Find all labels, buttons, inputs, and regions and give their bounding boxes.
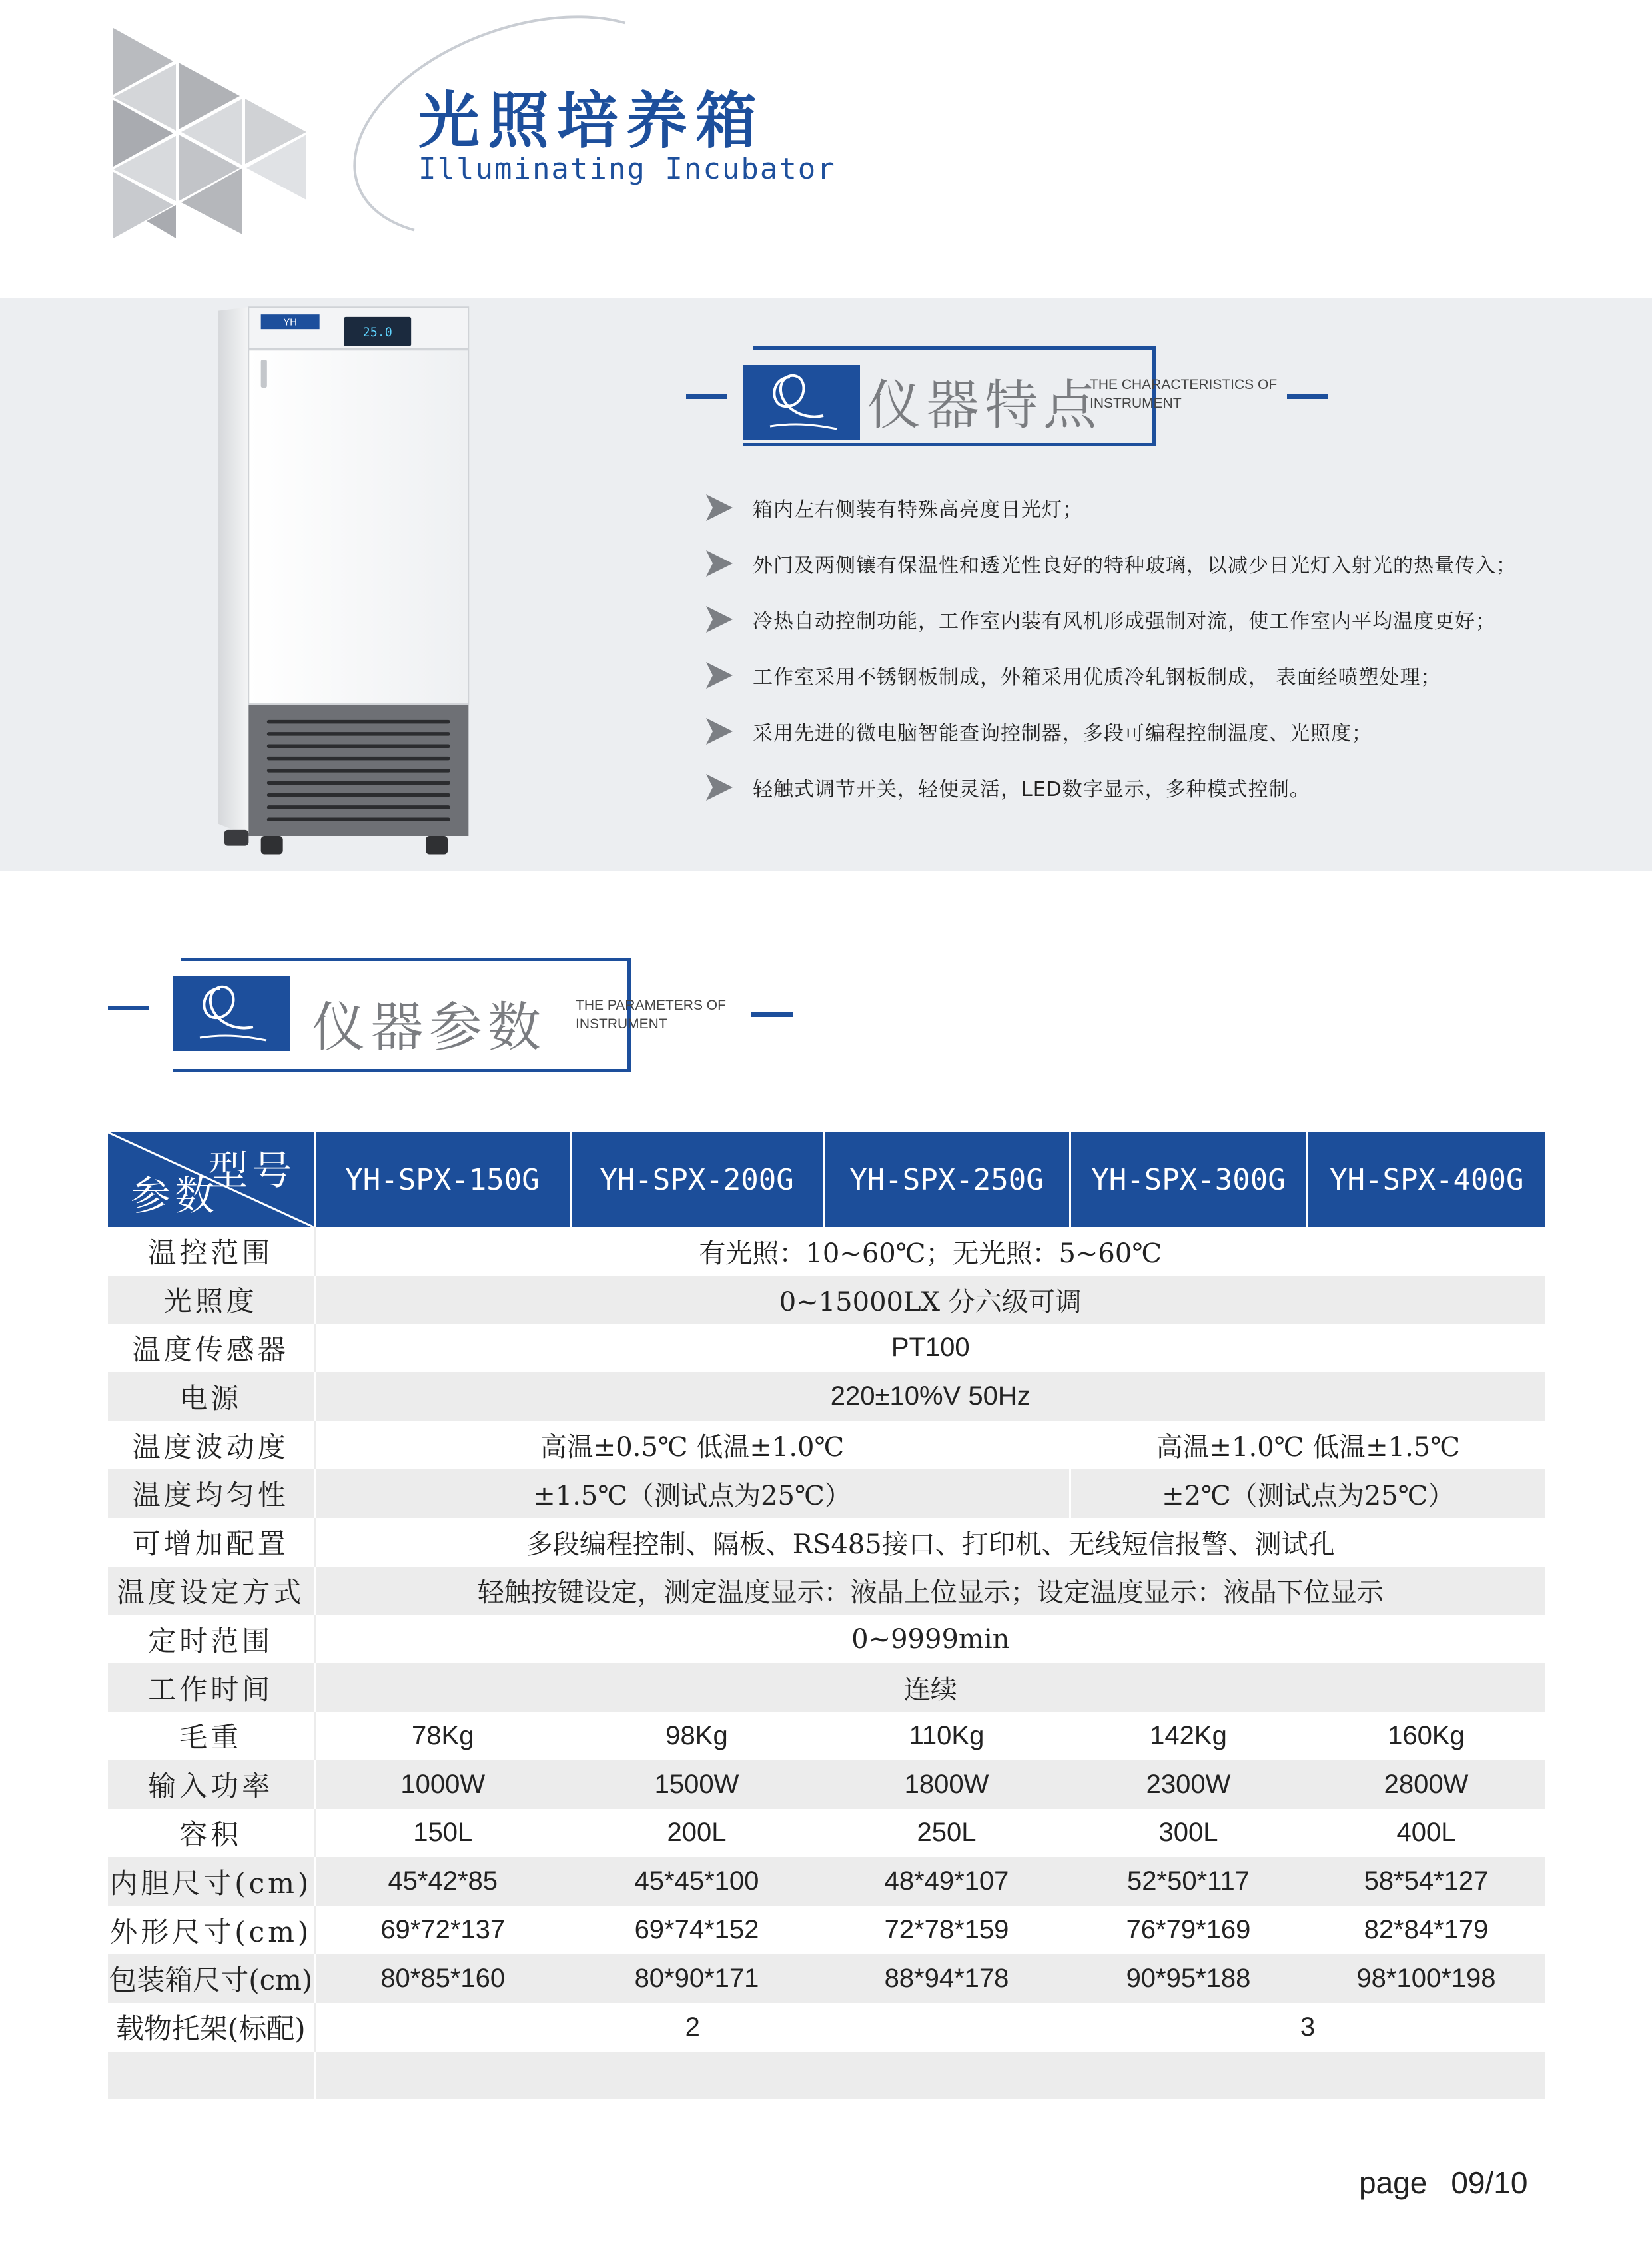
row-label: 温度传感器 — [108, 1324, 314, 1373]
quill-icon — [173, 976, 290, 1051]
row-label: 温度设定方式 — [108, 1567, 314, 1615]
row-label: 容积 — [108, 1809, 314, 1858]
table-cell: 多段编程控制、隔板、RS485接口、打印机、无线短信报警、测试孔 — [314, 1518, 1545, 1567]
table-cell: 82*84*179 — [1307, 1906, 1545, 1954]
table-cell: 0~9999min — [314, 1615, 1545, 1663]
table-cell: 69*74*152 — [570, 1906, 823, 1954]
page-value: 09/10 — [1451, 2165, 1528, 2200]
features-heading — [686, 346, 1326, 446]
table-cell: 400L — [1307, 1809, 1545, 1858]
table-cell: 72*78*159 — [823, 1906, 1070, 1954]
row-label-empty — [108, 2052, 314, 2100]
table-row — [108, 1276, 1545, 1324]
table-cell: 3 — [1070, 2003, 1545, 2052]
table-row — [108, 1421, 1545, 1469]
heading-icon-box — [173, 976, 290, 1051]
list-item: 冷热自动控制功能，工作室内装有风机形成强制对流，使工作室内平均温度更好； — [706, 591, 1625, 647]
table-cell: 1500W — [570, 1760, 823, 1809]
table-cell: 45*42*85 — [314, 1857, 570, 1906]
incubator-product-image — [200, 280, 493, 879]
table-row — [108, 1857, 1545, 1906]
features-title-en: THE CHARACTERISTICS OF INSTRUMENT — [1090, 377, 1278, 411]
table-row — [108, 1518, 1545, 1567]
page-subtitle: Illuminating Incubator — [418, 152, 836, 186]
row-label: 包装箱尺寸(cm) — [108, 1954, 314, 2003]
list-item: 工作室采用不锈钢板制成，外箱采用优质冷轧钢板制成， 表面经喷塑处理； — [706, 647, 1625, 703]
row-label: 温度波动度 — [108, 1421, 314, 1469]
arrow-bullet-icon — [706, 606, 733, 633]
table-row — [108, 1567, 1545, 1615]
row-label: 温度均匀性 — [108, 1469, 314, 1518]
brand-label: YH — [283, 317, 297, 328]
page-label: page — [1359, 2165, 1428, 2200]
page-number — [1359, 2165, 1527, 2201]
row-label: 温控范围 — [108, 1227, 314, 1276]
table-cell: ±1.5℃（测试点为25℃） — [314, 1469, 1070, 1518]
table-cell: 110Kg — [823, 1712, 1070, 1760]
corner-param-label: 参数 — [131, 1173, 218, 1220]
model-header: YH-SPX-400G — [1307, 1132, 1545, 1227]
table-cell: 76*79*169 — [1070, 1906, 1307, 1954]
table-row — [108, 1809, 1545, 1858]
table-cell: 轻触按键设定，测定温度显示：液晶上位显示；设定温度显示：液晶下位显示 — [314, 1567, 1545, 1615]
arrow-bullet-icon — [706, 718, 733, 745]
table-row — [108, 1712, 1545, 1760]
table-header-row — [108, 1132, 1545, 1227]
table-cell: 连续 — [314, 1663, 1545, 1712]
params-title: 仪器参数 — [312, 996, 546, 1058]
table-row — [108, 1615, 1545, 1663]
model-header: YH-SPX-200G — [570, 1132, 823, 1227]
model-header: YH-SPX-150G — [314, 1132, 570, 1227]
table-cell: 69*72*137 — [314, 1906, 570, 1954]
table-cell: 160Kg — [1307, 1712, 1545, 1760]
table-row — [108, 1372, 1545, 1421]
table-cell: 2800W — [1307, 1760, 1545, 1809]
table-row — [108, 1324, 1545, 1373]
table-row — [108, 1760, 1545, 1809]
spec-table — [108, 1132, 1545, 2099]
heading-right-rule — [751, 1012, 793, 1017]
table-row-empty — [108, 2052, 1545, 2100]
table-cell: 1800W — [823, 1760, 1070, 1809]
params-heading — [108, 958, 794, 1058]
list-item: 外门及两侧镶有保温性和透光性良好的特种玻璃，以减少日光灯入射光的热量传入； — [706, 536, 1625, 591]
table-cell: 0~15000LX 分六级可调 — [314, 1276, 1545, 1324]
table-corner-cell — [108, 1132, 314, 1227]
table-row — [108, 2003, 1545, 2052]
table-row — [108, 1227, 1545, 1276]
table-cell: 1000W — [314, 1760, 570, 1809]
list-item: 轻触式调节开关，轻便灵活，LED数字显示，多种模式控制。 — [706, 759, 1625, 815]
table-cell: 高温±1.0℃ 低温±1.5℃ — [1070, 1421, 1545, 1469]
arrow-bullet-icon — [706, 662, 733, 689]
features-title: 仪器特点 — [867, 374, 1102, 436]
row-label: 光照度 — [108, 1276, 314, 1324]
params-title-en: THE PARAMETERS OF INSTRUMENT — [576, 998, 726, 1032]
row-label: 输入功率 — [108, 1760, 314, 1809]
model-header: YH-SPX-250G — [823, 1132, 1070, 1227]
table-cell: ±2℃（测试点为25℃） — [1070, 1469, 1545, 1518]
arrow-bullet-icon — [706, 774, 733, 801]
table-cell: 300L — [1070, 1809, 1307, 1858]
row-label: 可增加配置 — [108, 1518, 314, 1567]
table-cell: 98*100*198 — [1307, 1954, 1545, 2003]
heading-right-rule — [1287, 394, 1328, 399]
table-cell: 98Kg — [570, 1712, 823, 1760]
table-cell: 高温±0.5℃ 低温±1.0℃ — [314, 1421, 1070, 1469]
table-cell: 90*95*188 — [1070, 1954, 1307, 2003]
table-row — [108, 1954, 1545, 2003]
table-cell: 78Kg — [314, 1712, 570, 1760]
heading-icon-box — [743, 365, 860, 440]
heading-left-rule — [108, 1006, 149, 1010]
heading-left-rule — [686, 394, 727, 399]
table-cell: 88*94*178 — [823, 1954, 1070, 2003]
row-label: 载物托架(标配) — [108, 2003, 314, 2052]
quill-icon — [743, 365, 860, 440]
table-cell: 有光照：10~60℃；无光照：5~60℃ — [314, 1227, 1545, 1276]
table-cell: 80*90*171 — [570, 1954, 823, 2003]
table-cell: 2300W — [1070, 1760, 1307, 1809]
incubator-door — [248, 350, 468, 704]
model-header: YH-SPX-300G — [1070, 1132, 1307, 1227]
table-cell: 80*85*160 — [314, 1954, 570, 2003]
row-label: 工作时间 — [108, 1663, 314, 1712]
features-list — [706, 480, 1625, 815]
header-triangle-logo — [107, 27, 386, 240]
table-cell: 58*54*127 — [1307, 1857, 1545, 1906]
table-cell: 150L — [314, 1809, 570, 1858]
arrow-bullet-icon — [706, 494, 733, 521]
row-label: 定时范围 — [108, 1615, 314, 1663]
table-cell: 200L — [570, 1809, 823, 1858]
row-label: 外形尺寸(cm) — [108, 1906, 314, 1954]
row-label: 电源 — [108, 1372, 314, 1421]
page-title: 光照培养箱 — [418, 85, 765, 157]
table-cell: 52*50*117 — [1070, 1857, 1307, 1906]
table-cell-empty — [314, 2052, 1545, 2100]
table-cell: PT100 — [314, 1324, 1545, 1373]
row-label: 毛重 — [108, 1712, 314, 1760]
table-cell: 48*49*107 — [823, 1857, 1070, 1906]
list-item: 采用先进的微电脑智能查询控制器，多段可编程控制温度、光照度； — [706, 703, 1625, 759]
row-label: 内胆尺寸(cm) — [108, 1857, 314, 1906]
table-cell: 142Kg — [1070, 1712, 1307, 1760]
display-readout: 25.0 — [362, 326, 392, 340]
table-cell: 2 — [314, 2003, 1070, 2052]
table-row — [108, 1663, 1545, 1712]
arrow-bullet-icon — [706, 550, 733, 577]
table-cell: 220±10%V 50Hz — [314, 1372, 1545, 1421]
list-item: 箱内左右侧装有特殊高亮度日光灯； — [706, 480, 1625, 536]
table-row — [108, 1906, 1545, 1954]
table-row — [108, 1469, 1545, 1518]
table-cell: 250L — [823, 1809, 1070, 1858]
table-cell: 45*45*100 — [570, 1857, 823, 1906]
corner-model-label: 型号 — [208, 1148, 296, 1194]
